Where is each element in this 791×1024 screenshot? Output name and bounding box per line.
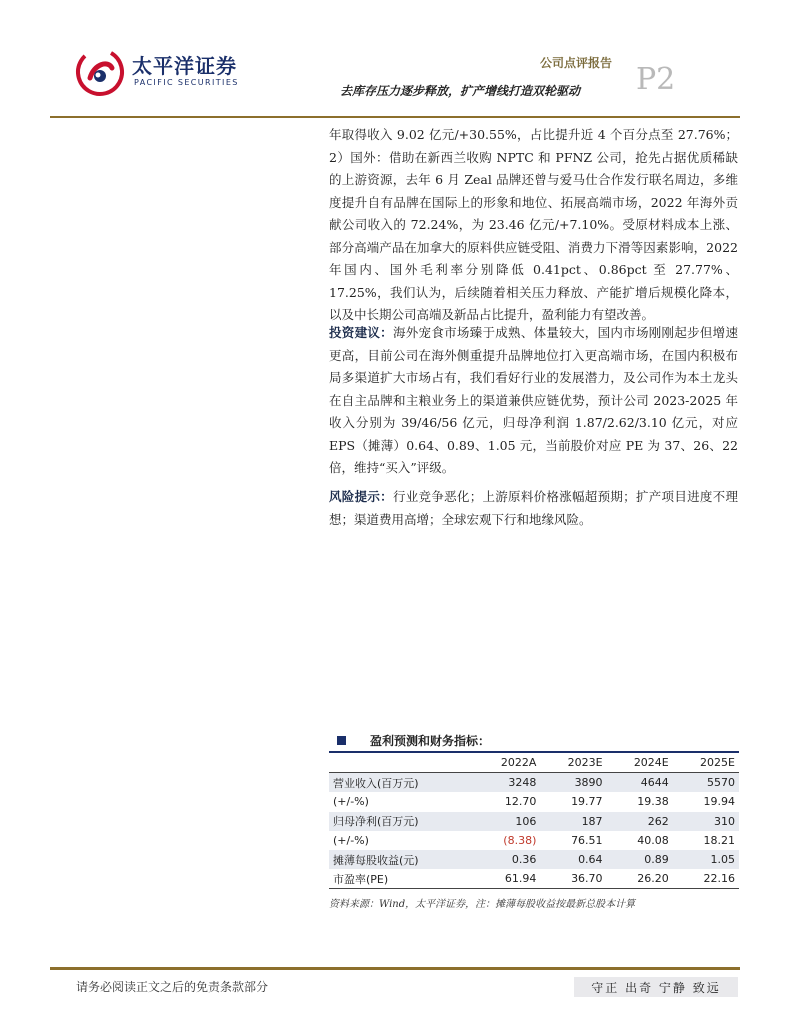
table-cell: 310 bbox=[673, 812, 739, 831]
table-cell: 0.64 bbox=[540, 850, 606, 869]
row-label: 摊薄每股收益(元) bbox=[329, 850, 473, 869]
table-cell: 22.16 bbox=[673, 869, 739, 889]
table-cell-negative: (8.38) bbox=[503, 833, 537, 847]
risk-warning-label: 风险提示： bbox=[329, 489, 393, 504]
table-cell: 19.94 bbox=[703, 795, 735, 809]
footer-disclaimer: 请务必阅读正文之后的免责条款部分 bbox=[76, 980, 269, 994]
table-header-cell: 2022A bbox=[473, 753, 540, 773]
table-source-note: 资料来源：Wind，太平洋证券，注：摊薄每股收益按最新总股本计算 bbox=[329, 899, 636, 911]
table-cell: 19.77 bbox=[571, 795, 603, 809]
table-row bbox=[329, 773, 739, 793]
footer-divider bbox=[50, 967, 740, 970]
table-cell: 0.36 bbox=[473, 850, 540, 869]
table-cell: 106 bbox=[473, 812, 540, 831]
table-cell: 36.70 bbox=[540, 869, 606, 889]
table-header-cell: 2025E bbox=[673, 753, 739, 773]
risk-warning-text: 行业竞争恶化；上游原料价格涨幅超预期；扩产项目进度不理想；渠道费用高增；全球宏观下行和地缘风险。 bbox=[329, 489, 738, 527]
company-logo bbox=[72, 42, 239, 98]
table-header-cell: 2023E bbox=[540, 753, 606, 773]
table-row bbox=[329, 869, 739, 889]
report-title: 去库存压力逐步释放，扩产增线打造双轮驱动 bbox=[340, 84, 581, 98]
table-cell: 3248 bbox=[473, 773, 540, 793]
table-cell: 40.08 bbox=[637, 833, 669, 847]
investment-advice-label: 投资建议： bbox=[329, 325, 393, 340]
table-row bbox=[329, 850, 739, 869]
table-header-cell: 2024E bbox=[607, 753, 673, 773]
report-type-label: 公司点评报告 bbox=[540, 56, 613, 70]
logo-chinese-name: 太平洋证券 bbox=[132, 54, 237, 78]
row-label: (+/-%) bbox=[333, 833, 369, 847]
table-cell: 5570 bbox=[673, 773, 739, 793]
risk-warning-section bbox=[329, 486, 738, 531]
table-cell: 3890 bbox=[540, 773, 606, 793]
table-cell: 1.05 bbox=[673, 850, 739, 869]
investment-advice-section bbox=[329, 322, 738, 480]
table-cell: 61.94 bbox=[473, 869, 540, 889]
table-row bbox=[329, 812, 739, 831]
header-divider bbox=[50, 116, 740, 118]
table-title-text: 盈利预测和财务指标： bbox=[370, 733, 491, 748]
table-row bbox=[329, 831, 739, 850]
table-row bbox=[329, 792, 739, 811]
row-label: 营业收入(百万元) bbox=[329, 773, 473, 793]
footer-motto: 守正 出奇 宁静 致远 bbox=[574, 977, 738, 997]
table-title bbox=[329, 729, 739, 753]
financial-forecast-table-section bbox=[329, 729, 739, 910]
domestic-overseas-analysis: 年取得收入 9.02 亿元/+30.55%，占比提升近 4 个百分点至 27.76%；2）国外：借助在新西兰收购 NPTC 和 PFNZ 公司，抢先占据优质稀缺的上游资源，去年 6 月 Zeal 品牌还曾与爱马仕合作发行联名周边，多维度提升自有品牌在国际上的形象和地位、拓展高端市场，2022 年海外贡献公司收入的 72.24%，为 23.46 亿元/+7.10%。受原材料成本上涨、部分高端产品在加拿大的原料供应链受阻、消费力下滑等因素影响，2022 年国内、国外毛利率分别降低 0.41pct、0.86pct 至 27.77%、17.25%，我们认为，后续随着相关压力释放、产能扩增后规模化降本，以及中长期公司高端及新品占比提升，盈利能力有望改善。 bbox=[329, 127, 738, 322]
table-cell: 262 bbox=[607, 812, 673, 831]
logo-english-name: PACIFIC SECURITIES bbox=[134, 78, 239, 87]
investment-advice-text: 海外宠食市场臻于成熟、体量较大，国内市场刚刚起步但增速更高，目前公司在海外侧重提升品牌地位打入更高端市场，在国内积极布局多渠道扩大市场占有，我们看好行业的发展潜力，及公司作为本土龙头在自主品牌和主粮业务上的渠道兼供应链优势，预计公司 2023-2025 年收入分别为 39/46/56 亿元，归母净利润 1.87/2.62/3.10 亿元，对应 EPS（摊薄）0.64、0.89、1.05 元，当前股价对应 PE 为 37、26、22 倍，维持“买入”评级。 bbox=[329, 325, 738, 475]
table-cell: 187 bbox=[540, 812, 606, 831]
row-label: (+/-%) bbox=[333, 795, 369, 809]
bullet-square-icon bbox=[337, 736, 346, 745]
row-label: 归母净利(百万元) bbox=[329, 812, 473, 831]
row-label: 市盈率(PE) bbox=[329, 869, 473, 889]
table-header-row bbox=[329, 753, 739, 773]
analysis-paragraph bbox=[329, 124, 738, 327]
table-cell: 76.51 bbox=[571, 833, 603, 847]
table-cell: 0.89 bbox=[607, 850, 673, 869]
table-cell: 18.21 bbox=[703, 833, 735, 847]
table-header-cell bbox=[329, 753, 473, 773]
table-cell: 12.70 bbox=[504, 795, 537, 809]
table-cell: 26.20 bbox=[607, 869, 673, 889]
pacific-securities-logo-icon bbox=[72, 42, 128, 98]
page-number: P2 bbox=[636, 62, 676, 97]
table-cell: 19.38 bbox=[637, 795, 669, 809]
table-cell: 4644 bbox=[607, 773, 673, 793]
financial-forecast-table bbox=[329, 753, 739, 889]
